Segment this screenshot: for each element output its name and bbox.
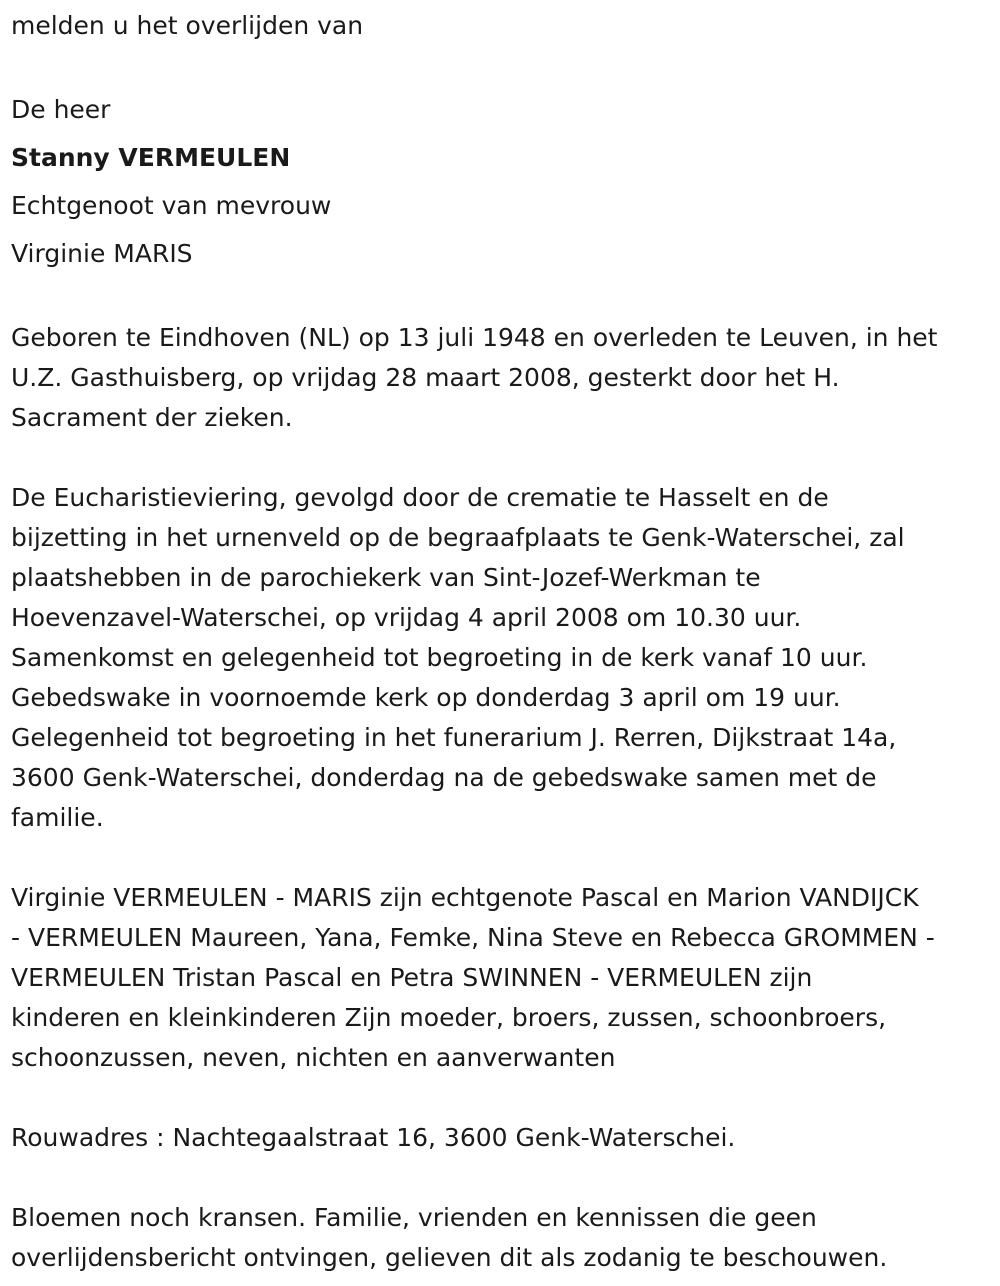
family-paragraph bbox=[11, 878, 991, 1078]
ceremony-paragraph bbox=[11, 478, 991, 838]
paragraph-line: familie. bbox=[11, 803, 104, 832]
closing-paragraph bbox=[11, 1198, 991, 1278]
paragraph-line: schoonzussen, neven, nichten en aanverwanten bbox=[11, 1043, 616, 1072]
paragraph-line: Hoevenzavel-Waterschei, op vrijdag 4 april 2008 om 10.30 uur. bbox=[11, 603, 802, 632]
paragraph-line: VERMEULEN Tristan Pascal en Petra SWINNEN - VERMEULEN zijn bbox=[11, 963, 813, 992]
paragraph-line: bijzetting in het urnenveld op de begraafplaats te Genk-Waterschei, zal bbox=[11, 523, 905, 552]
spacer bbox=[11, 46, 991, 86]
intro-text: melden u het overlijden van bbox=[11, 11, 364, 40]
address-line: Rouwadres : Nachtegaalstraat 16, 3600 Genk-Waterschei. bbox=[11, 1123, 736, 1152]
paragraph-line: Virginie VERMEULEN - MARIS zijn echtgenote Pascal en Marion VANDIJCK bbox=[11, 883, 919, 912]
paragraph-line: Sacrament der zieken. bbox=[11, 403, 293, 432]
paragraph-line: - VERMEULEN Maureen, Yana, Femke, Nina Steve en Rebecca GROMMEN - bbox=[11, 923, 935, 952]
paragraph-line: kinderen en kleinkinderen Zijn moeder, broers, zussen, schoonbroers, bbox=[11, 1003, 887, 1032]
paragraph-line: Bloemen noch kransen. Familie, vrienden en kennissen die geen bbox=[11, 1203, 817, 1232]
paragraph-line: Gebedswake in voornoemde kerk op donderdag 3 april om 19 uur. bbox=[11, 683, 841, 712]
paragraph-line: U.Z. Gasthuisberg, op vrijdag 28 maart 2008, gesterkt door het H. bbox=[11, 363, 840, 392]
paragraph-line: 3600 Genk-Waterschei, donderdag na de gebedswake samen met de bbox=[11, 763, 877, 792]
title-prefix: De heer bbox=[11, 95, 111, 124]
spacer bbox=[11, 838, 991, 878]
paragraph-line: Geboren te Eindhoven (NL) op 13 juli 1948 en overleden te Leuven, in het bbox=[11, 323, 938, 352]
paragraph-line: plaatshebben in de parochiekerk van Sint-Jozef-Werkman te bbox=[11, 563, 761, 592]
obituary-document bbox=[11, 6, 991, 1278]
spacer bbox=[11, 1078, 991, 1118]
spouse-label: Echtgenoot van mevrouw bbox=[11, 191, 332, 220]
spouse-name: Virginie MARIS bbox=[11, 239, 193, 268]
deceased-header bbox=[11, 86, 991, 278]
spacer bbox=[11, 278, 991, 318]
birth-death-paragraph bbox=[11, 318, 991, 438]
paragraph-line: Samenkomst en gelegenheid tot begroeting in de kerk vanaf 10 uur. bbox=[11, 643, 868, 672]
paragraph-line: De Eucharistieviering, gevolgd door de crematie te Hasselt en de bbox=[11, 483, 829, 512]
paragraph-line: overlijdensbericht ontvingen, gelieven dit als zodanig te beschouwen. bbox=[11, 1243, 888, 1272]
spacer bbox=[11, 1158, 991, 1198]
deceased-name: Stanny VERMEULEN bbox=[11, 143, 291, 172]
spacer bbox=[11, 438, 991, 478]
paragraph-line: Gelegenheid tot begroeting in het funerarium J. Rerren, Dijkstraat 14a, bbox=[11, 723, 897, 752]
